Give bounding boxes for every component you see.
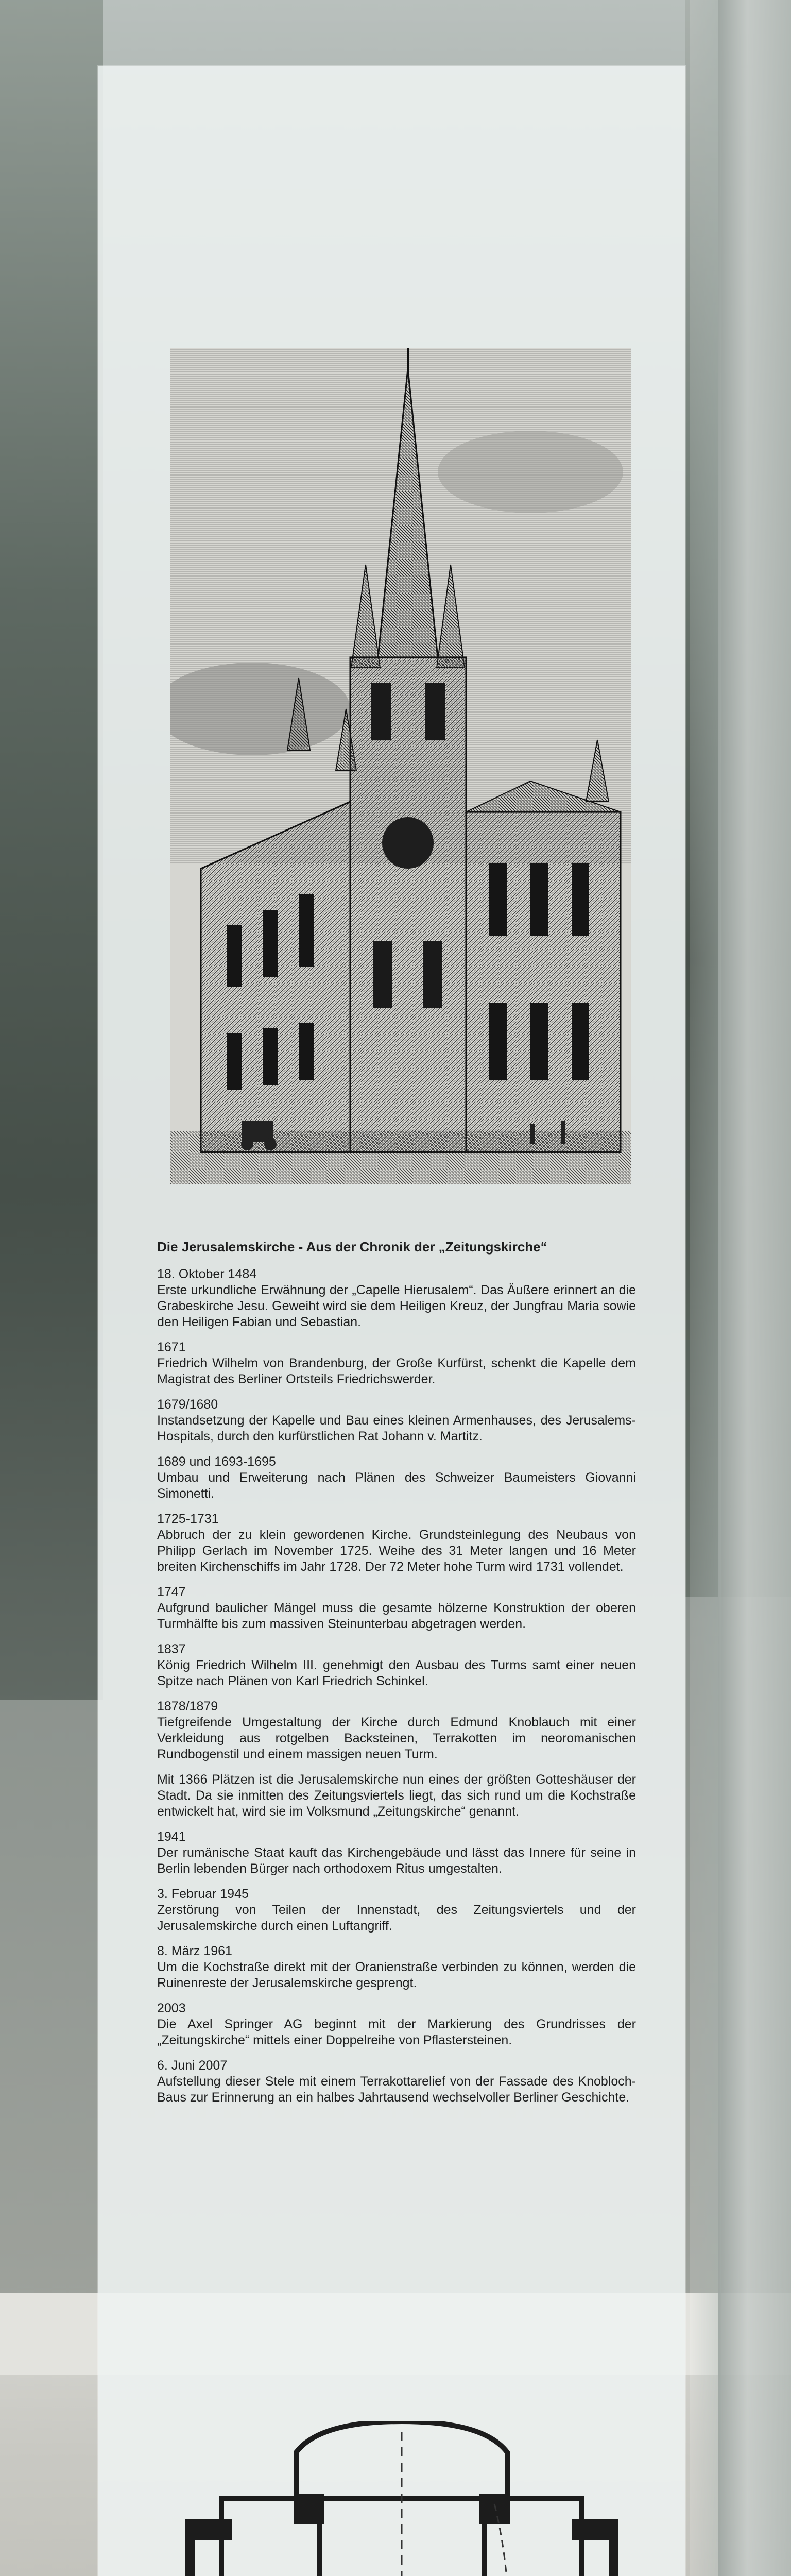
chronicle-entry	[157, 1641, 636, 1689]
chronicle-entry	[157, 1829, 636, 1877]
chronicle-entry	[157, 1886, 636, 1934]
entry-date: 1747	[157, 1585, 186, 1599]
entry-date: 1725-1731	[157, 1512, 219, 1526]
chronicle-entry	[157, 2058, 636, 2106]
right-post	[718, 0, 791, 2576]
entry-date: 2003	[157, 2001, 186, 2015]
entry-date: 1837	[157, 1642, 186, 1656]
glass-edge	[690, 0, 721, 2576]
entry-date: 1679/1680	[157, 1397, 218, 1412]
entry-text: Abbruch der zu klein gewordenen Kirche. Grundsteinlegung des Neubaus von Philipp Gerlach im November 1725. Weihe des 31 Meter langen und 16 Meter breiten Kirchenschiffs im Jahr 1728. Der 72 Meter hohe Turm wird 1731 vollendet.	[157, 1528, 636, 1574]
entry-text: Die Axel Springer AG beginnt mit der Markierung des Grundrisses der „Zeitungskirche“ mittels einer Doppelreihe von Pflastersteinen.	[157, 2017, 636, 2047]
entry-text: Friedrich Wilhelm von Brandenburg, der Große Kurfürst, schenkt die Kapelle dem Magistrat des Berliner Ortsteils Friedrichswerder.	[157, 1356, 636, 1386]
church-floor-plan	[165, 2421, 639, 2576]
church-engraving-drawing	[170, 348, 631, 1184]
entry-date: 6. Juni 2007	[157, 2058, 228, 2073]
chronicle-entry	[157, 1772, 636, 1820]
entry-date: 1689 und 1693-1695	[157, 1454, 276, 1469]
entry-text: Erste urkundliche Erwähnung der „Capelle Hierusalem“. Das Äußere erinnert an die Grabeskirche Jesu. Geweiht wird sie dem Heiligen Kreuz, der Jungfrau Maria sowie den Heiligen Fabian und Sebastian.	[157, 1283, 636, 1329]
church-engraving	[170, 348, 631, 1184]
entry-text: Zerstörung von Teilen der Innenstadt, des Zeitungsviertels und der Jerusalemskirche durch einen Luftangriff.	[157, 1903, 636, 1933]
entry-text: Aufstellung dieser Stele mit einem Terrakottarelief von der Fassade des Knobloch-Baus zur Erinnerung an ein halbes Jahrtausend wechselvoller Berliner Geschichte.	[157, 2074, 636, 2105]
chronicle-entry	[157, 1699, 636, 1762]
chronicle-entry	[157, 1584, 636, 1632]
chronicle-entry	[157, 1511, 636, 1575]
chronicle-entry	[157, 2001, 636, 2048]
entry-text: König Friedrich Wilhelm III. genehmigt den Ausbau des Turms samt einer neuen Spitze nach Plänen von Karl Friedrich Schinkel.	[157, 1658, 636, 1688]
entry-text: Umbau und Erweiterung nach Plänen des Schweizer Baumeisters Giovanni Simonetti.	[157, 1470, 636, 1501]
chronicle-text	[157, 1239, 636, 2115]
entry-date: 1941	[157, 1829, 186, 1844]
entry-date: 3. Februar 1945	[157, 1887, 249, 1901]
entry-date: 1671	[157, 1340, 186, 1354]
entry-text: Instandsetzung der Kapelle und Bau eines kleinen Armenhauses, des Jerusalems-Hospitals, durch den kurfürstlichen Rat Johann v. Martitz.	[157, 1413, 636, 1444]
entry-text: Tiefgreifende Umgestaltung der Kirche durch Edmund Knoblauch mit einer Verkleidung aus rotgelben Backsteinen, Terrakotten im neoromanischen Rundbogenstil und einem massigen neuen Turm.	[157, 1715, 636, 1761]
entry-date: 8. März 1961	[157, 1944, 232, 1958]
chronicle-entry	[157, 1454, 636, 1502]
chronicle-entry	[157, 1340, 636, 1387]
entry-text: Mit 1366 Plätzen ist die Jerusalemskirche nun eines der größten Gotteshäuser der Stadt. Da sie inmitten des Zeitungsviertels liegt, das sich rund um die Kochstraße entwickelt hat, wird sie im Volksmund „Zeitungskirche“ genannt.	[157, 1772, 636, 1819]
entry-date: 1878/1879	[157, 1699, 218, 1714]
entry-date: 18. Oktober 1484	[157, 1267, 257, 1281]
entry-text: Um die Kochstraße direkt mit der Oranienstraße verbinden zu können, werden die Ruinenreste der Jerusalemskirche gesprengt.	[157, 1960, 636, 1990]
chronicle-entry	[157, 1943, 636, 1991]
chronicle-entry	[157, 1266, 636, 1330]
chronicle-entry	[157, 1397, 636, 1445]
entry-text: Der rumänische Staat kauft das Kirchengebäude und lässt das Innere für seine in Berlin lebenden Bürger nach orthodoxem Ritus umgestalten.	[157, 1845, 636, 1876]
floor-plan-drawing	[165, 2421, 639, 2576]
chronicle-title: Die Jerusalemskirche - Aus der Chronik der „Zeitungskirche“	[157, 1239, 547, 1255]
tree-left	[0, 0, 103, 1700]
entry-text: Aufgrund baulicher Mängel muss die gesamte hölzerne Konstruktion der oberen Turmhälfte bis zum massiven Steinunterbau abgetragen werden.	[157, 1601, 636, 1631]
